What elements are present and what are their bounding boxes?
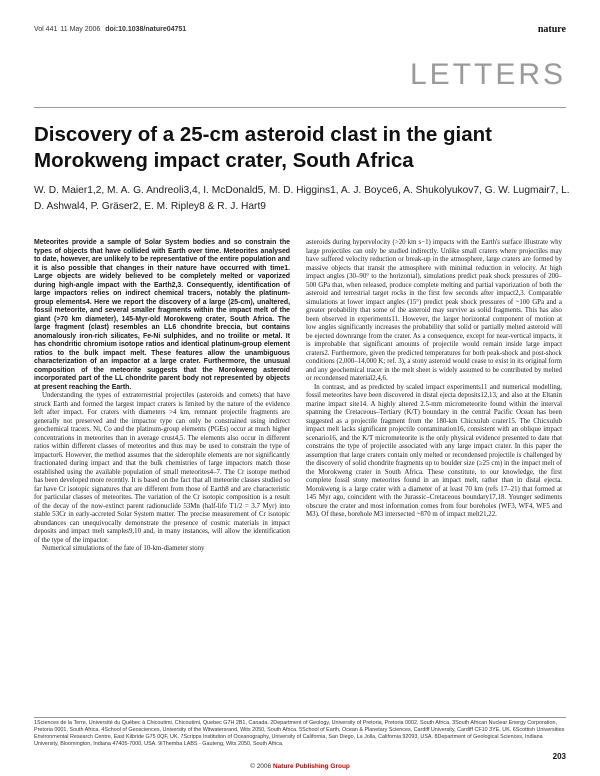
article-title: Discovery of a 25-cm asteroid clast in the giant Morokweng impact crater, South Africa: [34, 123, 492, 172]
author-list: W. D. Maier1,2, M. A. G. Andreoli3,4, I. McDonald5, M. D. Higgins1, A. J. Boyce6, A. Shukolyukov7, G. W. Lugmair7, L. D. Ashwal4, P. Gräser2, E. M. Ripley8 & R. J. Hart9: [34, 185, 570, 212]
body-paragraph: Understanding the types of extraterrestrial projectiles (asteroids and comets) that have struck Earth and formed the largest impact craters is limited by the nature of the evidence left after impact. For craters with diameters >4 km, remnant projectile fragments are generally not preserved and the impactor type can only be constrained using indirect geochemical tracers. Ni, Co and the platinum-group elements (PGEs) occur at much higher concentrations in meteorites than in average crust4,5. The elements also occur in different ratios within different classes of meteorites and thus may be used to constrain the type of impactor6. However, the method assumes that the siderophile elements are not significantly fractionated during impact and that the bulk chemistries of large impactors match those established using the available population of small meteorites4–7. The Cr isotope method has been developed more recently. It is based on the fact that all meteorite classes studied so far have Cr isotopic signatures that are different from those of Earth8 and are characteristic for particular classes of meteorites. The variation of the Cr isotopic composition is a result of the decay of the now-extinct parent radionuclide 53Mn (half-life T1/2 = 3.7 Myr) into stable 53Cr in early-accreted Solar System matter. The precise measurement of Cr isotopic abundances can unequivocally demonstrate the presence of cosmic materials in impact deposits and impact melt samples9,10 and, in many instances, will allow the identification of the type of the impactor.: [34, 392, 290, 544]
page-number: 203: [552, 752, 566, 761]
affiliations: 1Sciences de la Terre, Université du Québec à Chicoutimi, Chicoutimi, Quebec G7H 2B1, Canada. 2Department of Geology, University of Pretoria, Pretoria 0002, South Africa. 3South African Nuclear Energy Corporation, Pretoria 0001, South Africa. 4School of Geosciences, University of the Witwatersrand, Wits 2050, South Africa. 5School of Earth, Ocean & Planetary Sciences, Cardiff University, Cardiff CF10 3YE, UK. 6Scottish Universities Environmental Research Centre, East Kilbride G75 0QF, UK. 7Scripps Institution of Oceanography, University of California, San Diego, La Jolla, California 92093, USA. 8Department of Geological Sciences, Indiana University, Bloomington, Indiana 47405-7000, USA. 9iThemba LABS - Gauteng, Wits 2050, South Africa.: [34, 720, 565, 747]
volume: Vol 441: [34, 26, 58, 33]
section-label: LETTERS: [409, 58, 566, 91]
abstract: Meteorites provide a sample of Solar System bodies and so constrain the types of objects that have collided with Earth over time. Meteorites analysed to date, however, are unlikely to be representative of the entire population and it is also possible that changes in their nature have occurred with time1. Large objects are widely believed to be completely melted or vaporized during high-angle impact with the Earth2,3. Consequently, identification of large impactors relies on indirect chemical tracers, notably the platinum-group elements4. Here we report the discovery of a large (25-cm), unaltered, fossil meteorite, and several smaller fragments within the impact melt of the giant (>70 km diameter), 145-Myr-old Morokweng crater, South Africa. The large fragment (clast) resembles an LL6 chondrite breccia, but contains anomalously iron-rich silicates, Fe-Ni sulphides, and no troilite or metal. It has chondritic chromium isotope ratios and identical platinum-group element ratios to the bulk impact melt. These features allow the unambiguous characterization of an impactor at a large crater. Furthermore, the unusual composition of the meteorite suggests that the Morokweng asteroid incorporated part of the LL chondrite parent body not represented by objects at present reaching the Earth.: [34, 239, 290, 391]
publisher: Nature Publishing Group: [272, 763, 350, 770]
doi: doi:10.1038/nature04751: [105, 26, 187, 33]
running-header: [34, 26, 566, 38]
copyright: © 2006: [250, 763, 272, 770]
body-paragraph: asteroids during hypervelocity (>20 km s−1) impacts with the Earth's surface illustrate why large projectiles can only be studied indirectly. Unlike small craters where projectiles may have suffered velocity reduction or break-up in the atmosphere, large craters are formed by massive objects that transit the atmosphere with minimal reduction in velocity. At high impact angles (30–90° to the horizontal), simulations predict peak shock pressures of 200–500 GPa that, when released, produce complete melting and partial vaporization of both the asteroid and terrestrial target rocks in the first few seconds after impact2,3. Comparable simulations at lower impact angles (15°) predict peak shock pressures of ~100 GPa and a greater probability that some of the asteroid may survive as solid fragments. This has also been observed in experiments11. However, the larger horizontal component of motion at low angles significantly increases the probability that solid or partially melted asteroid will be ejected downrange from the crater. As a consequence, except for near-vertical impacts, it is improbable that significant amounts of projectile would remain inside large impact craters2. Furthermore, given the predicted temperatures for both peak-shock and post-shock conditions (2,000–14,000 K; ref. 3), a stony asteroid would cease to exist in its original form and any geochemical tracer in the melt sheet is widely assumed to be contributed by melted or recondensed material2,4,6.: [306, 239, 562, 382]
divider: [34, 107, 566, 108]
footer: [0, 763, 600, 770]
body-paragraph: In contrast, and as predicted by scaled impact experiments11 and numerical modelling, fossil meteorites have been discovered in distal ejecta deposits12,13, and also at the Eltanin marine impact site14. A highly altered 2.5-mm micrometeorite found within the interval spanning the Cretaceous–Tertiary (K/T) boundary in the central Pacific Ocean has been suggested as a projectile fragment from the 180-km Chicxulub crater15. The Chicxulub impact melt lacks significant projectile contamination16, consistent with an oblique impact scenario16, and the K/T micrometeorite is the only physical evidence presented to date that constrains the type of projectile associated with any large impact crater. In this paper the assumption that large craters contain only melted or recondensed projectile is challenged by the discovery of solid chondrite fragments up to boulder size (≥25 cm) in the impact melt of the Morokweng crater in South Africa. These constitute, to our knowledge, the first complete fossil stony meteorites found in an impact melt, rather than in distal ejecta. Morokweng is a large crater with a diameter of at least 70 km (refs 17–21) that formed at 145 Myr ago, coincident with the Jurassic–Cretaceous boundary17,18. Younger sediments obscure the crater and most information comes from four boreholes (WF3, WF4, WF5 and M3). Of these, borehole M3 intersected ~870 m of impact melt21,22.: [306, 383, 562, 518]
citation-line: [34, 26, 186, 33]
issue-date: 11 May 2006: [60, 26, 101, 33]
divider: [34, 717, 566, 718]
right-column: [306, 239, 562, 520]
journal-logo: nature: [537, 24, 566, 35]
body-paragraph: Numerical simulations of the fate of 10-km-diameter stony: [42, 545, 205, 552]
left-column: [34, 239, 290, 554]
